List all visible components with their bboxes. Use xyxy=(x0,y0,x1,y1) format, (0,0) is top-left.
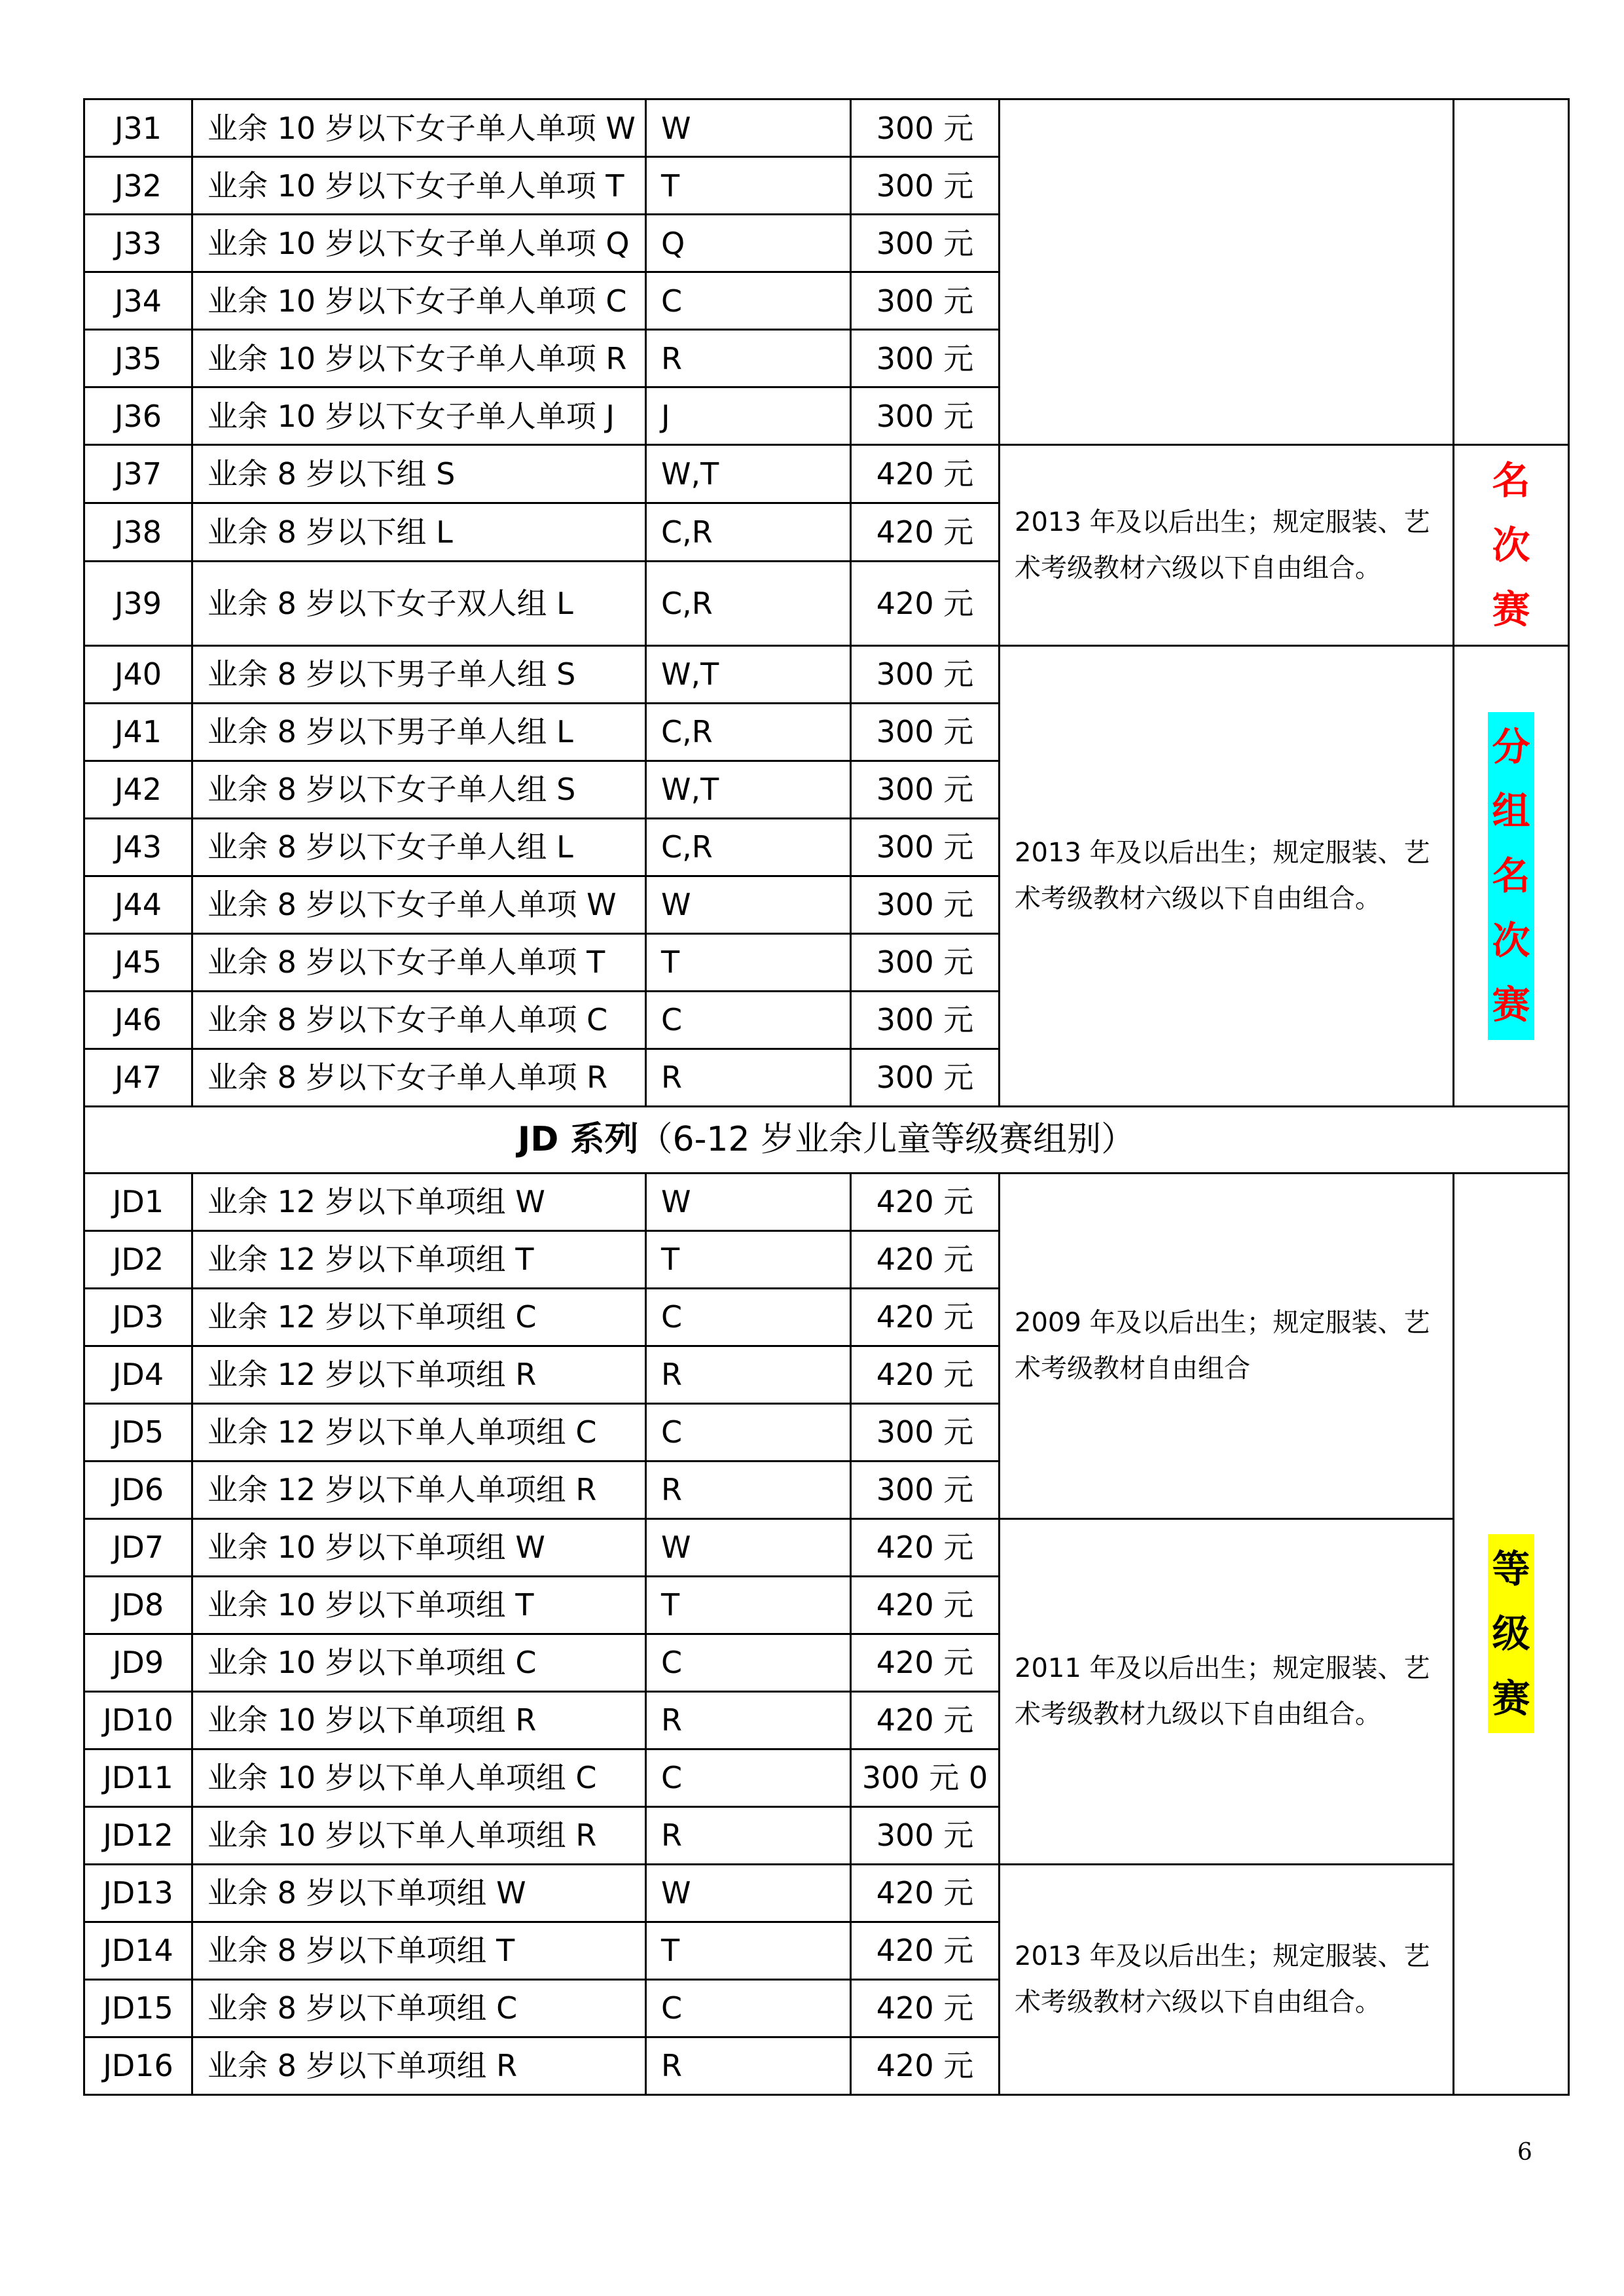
event-code: J36 xyxy=(84,387,192,445)
event-dances: T xyxy=(646,1230,851,1288)
event-name: 业余 12 岁以下单人单项组 R xyxy=(192,1461,646,1518)
page-number: 6 xyxy=(1517,2139,1532,2166)
event-fee: 300 元 0 xyxy=(851,1749,1000,1806)
event-notes: 2013 年及以后出生；规定服装、艺术考级教材六级以下自由组合。 xyxy=(1000,1864,1454,2094)
event-fee: 420 元 xyxy=(851,1173,1000,1230)
event-type-char: 次 xyxy=(1492,918,1530,963)
event-fee: 420 元 xyxy=(851,1922,1000,1979)
event-type-char: 分 xyxy=(1492,724,1530,769)
event-fee: 420 元 xyxy=(851,1576,1000,1634)
event-type-label xyxy=(1488,446,1534,645)
event-dances: C xyxy=(646,1979,851,2037)
event-name: 业余 10 岁以下单项组 R xyxy=(192,1691,646,1749)
event-code: J33 xyxy=(84,215,192,272)
event-dances: J xyxy=(646,387,851,445)
table-row xyxy=(84,1864,1569,1922)
event-code: JD14 xyxy=(84,1922,192,1979)
section-subtitle: （6-12 岁业余儿童等级赛组别） xyxy=(638,1120,1136,1160)
event-fee: 300 元 xyxy=(851,933,1000,991)
event-code: JD2 xyxy=(84,1230,192,1288)
event-name: 业余 8 岁以下女子单人单项 R xyxy=(192,1049,646,1106)
event-fee: 300 元 xyxy=(851,1806,1000,1864)
event-fee: 420 元 xyxy=(851,1518,1000,1576)
event-name: 业余 10 岁以下单项组 T xyxy=(192,1576,646,1634)
table-row xyxy=(84,99,1569,157)
event-fee: 420 元 xyxy=(851,1691,1000,1749)
event-fee: 300 元 xyxy=(851,1049,1000,1106)
event-fee: 300 元 xyxy=(851,645,1000,703)
event-dances: W xyxy=(646,876,851,933)
event-dances: C xyxy=(646,991,851,1049)
event-dances: R xyxy=(646,330,851,387)
event-code: JD16 xyxy=(84,2037,192,2094)
event-name: 业余 8 岁以下单项组 W xyxy=(192,1864,646,1922)
event-fee: 300 元 xyxy=(851,215,1000,272)
event-dances: C,R xyxy=(646,818,851,876)
event-dances: T xyxy=(646,157,851,215)
event-dances: C,R xyxy=(646,503,851,561)
event-type-char: 赛 xyxy=(1492,587,1530,632)
event-code: J35 xyxy=(84,330,192,387)
event-fee: 300 元 xyxy=(851,330,1000,387)
event-code: JD1 xyxy=(84,1173,192,1230)
event-code: JD12 xyxy=(84,1806,192,1864)
event-dances: Q xyxy=(646,215,851,272)
event-type-char: 等 xyxy=(1492,1547,1530,1592)
event-fee: 420 元 xyxy=(851,503,1000,561)
event-fee: 300 元 xyxy=(851,1403,1000,1461)
event-code: J45 xyxy=(84,933,192,991)
event-notes: 2013 年及以后出生；规定服装、艺术考级教材六级以下自由组合。 xyxy=(1000,645,1454,1106)
event-notes: 2011 年及以后出生；规定服装、艺术考级教材九级以下自由组合。 xyxy=(1000,1518,1454,1864)
event-dances: W,T xyxy=(646,761,851,818)
event-fee: 420 元 xyxy=(851,1979,1000,2037)
event-fee: 420 元 xyxy=(851,1230,1000,1288)
event-code: JD3 xyxy=(84,1288,192,1346)
event-dances: R xyxy=(646,1691,851,1749)
event-name: 业余 10 岁以下女子单人单项 W xyxy=(192,99,646,157)
event-dances: C xyxy=(646,272,851,330)
event-notes: 2009 年及以后出生；规定服装、艺术考级教材自由组合 xyxy=(1000,1173,1454,1518)
event-notes: 2013 年及以后出生；规定服装、艺术考级教材六级以下自由组合。 xyxy=(1000,445,1454,646)
table-row xyxy=(84,445,1569,503)
event-type xyxy=(1454,1173,1569,2094)
event-code: J34 xyxy=(84,272,192,330)
event-name: 业余 12 岁以下单项组 C xyxy=(192,1288,646,1346)
event-code: JD5 xyxy=(84,1403,192,1461)
event-code: J47 xyxy=(84,1049,192,1106)
event-type-char: 级 xyxy=(1492,1611,1530,1656)
event-fee: 300 元 xyxy=(851,157,1000,215)
event-code: J39 xyxy=(84,561,192,645)
event-dances: R xyxy=(646,1049,851,1106)
event-dances: R xyxy=(646,1346,851,1403)
table-row xyxy=(84,1173,1569,1230)
section-header-row xyxy=(84,1106,1569,1173)
event-fee: 300 元 xyxy=(851,387,1000,445)
event-dances: R xyxy=(646,1461,851,1518)
event-code: J44 xyxy=(84,876,192,933)
event-name: 业余 8 岁以下组 S xyxy=(192,445,646,503)
event-fee: 300 元 xyxy=(851,761,1000,818)
event-fee: 300 元 xyxy=(851,1461,1000,1518)
event-dances: C,R xyxy=(646,561,851,645)
event-name: 业余 12 岁以下单项组 T xyxy=(192,1230,646,1288)
event-dances: W xyxy=(646,1864,851,1922)
event-code: JD8 xyxy=(84,1576,192,1634)
event-fee: 420 元 xyxy=(851,1634,1000,1691)
competition-table xyxy=(83,98,1570,2096)
event-name: 业余 10 岁以下女子单人单项 Q xyxy=(192,215,646,272)
event-name: 业余 10 岁以下单项组 C xyxy=(192,1634,646,1691)
table-row xyxy=(84,1518,1569,1576)
event-notes xyxy=(1000,99,1454,445)
event-fee: 420 元 xyxy=(851,445,1000,503)
event-code: J40 xyxy=(84,645,192,703)
event-code: JD9 xyxy=(84,1634,192,1691)
event-type xyxy=(1454,445,1569,646)
event-fee: 420 元 xyxy=(851,561,1000,645)
event-fee: 420 元 xyxy=(851,2037,1000,2094)
event-dances: R xyxy=(646,1806,851,1864)
event-dances: W,T xyxy=(646,645,851,703)
event-name: 业余 10 岁以下女子单人单项 C xyxy=(192,272,646,330)
event-name: 业余 10 岁以下单人单项组 R xyxy=(192,1806,646,1864)
event-name: 业余 8 岁以下单项组 T xyxy=(192,1922,646,1979)
event-dances: C xyxy=(646,1288,851,1346)
event-type-label xyxy=(1488,712,1534,1040)
section-title: JD 系列 xyxy=(517,1120,639,1160)
section-header xyxy=(84,1106,1569,1173)
event-name: 业余 10 岁以下女子单人单项 T xyxy=(192,157,646,215)
event-code: JD13 xyxy=(84,1864,192,1922)
event-name: 业余 10 岁以下女子单人单项 J xyxy=(192,387,646,445)
event-dances: C xyxy=(646,1634,851,1691)
event-name: 业余 8 岁以下女子单人组 L xyxy=(192,818,646,876)
event-name: 业余 12 岁以下单项组 R xyxy=(192,1346,646,1403)
event-name: 业余 12 岁以下单人单项组 C xyxy=(192,1403,646,1461)
event-type-char: 次 xyxy=(1492,522,1530,567)
event-dances: C xyxy=(646,1403,851,1461)
event-fee: 300 元 xyxy=(851,818,1000,876)
event-name: 业余 10 岁以下女子单人单项 R xyxy=(192,330,646,387)
event-fee: 420 元 xyxy=(851,1288,1000,1346)
event-fee: 300 元 xyxy=(851,99,1000,157)
event-code: J42 xyxy=(84,761,192,818)
event-fee: 300 元 xyxy=(851,991,1000,1049)
event-type-label xyxy=(1488,1534,1534,1733)
event-name: 业余 8 岁以下男子单人组 S xyxy=(192,645,646,703)
event-code: JD11 xyxy=(84,1749,192,1806)
event-fee: 420 元 xyxy=(851,1864,1000,1922)
event-type-char: 赛 xyxy=(1492,982,1530,1028)
event-dances: W xyxy=(646,1173,851,1230)
event-name: 业余 8 岁以下女子双人组 L xyxy=(192,561,646,645)
event-code: J37 xyxy=(84,445,192,503)
event-type-char: 组 xyxy=(1492,789,1530,834)
event-code: J32 xyxy=(84,157,192,215)
event-name: 业余 8 岁以下女子单人单项 T xyxy=(192,933,646,991)
event-dances: W xyxy=(646,99,851,157)
event-name: 业余 8 岁以下单项组 R xyxy=(192,2037,646,2094)
event-dances: W xyxy=(646,1518,851,1576)
event-dances: C,R xyxy=(646,703,851,761)
event-code: J38 xyxy=(84,503,192,561)
event-dances: T xyxy=(646,1922,851,1979)
event-type xyxy=(1454,99,1569,445)
event-dances: W,T xyxy=(646,445,851,503)
event-code: JD4 xyxy=(84,1346,192,1403)
event-name: 业余 10 岁以下单人单项组 C xyxy=(192,1749,646,1806)
event-type-char: 名 xyxy=(1492,458,1530,503)
event-dances: T xyxy=(646,1576,851,1634)
event-type-char: 赛 xyxy=(1492,1676,1530,1721)
event-dances: C xyxy=(646,1749,851,1806)
event-name: 业余 8 岁以下女子单人单项 W xyxy=(192,876,646,933)
event-name: 业余 12 岁以下单项组 W xyxy=(192,1173,646,1230)
event-code: J43 xyxy=(84,818,192,876)
event-dances: T xyxy=(646,933,851,991)
event-code: J31 xyxy=(84,99,192,157)
event-code: JD15 xyxy=(84,1979,192,2037)
event-code: J46 xyxy=(84,991,192,1049)
event-fee: 300 元 xyxy=(851,876,1000,933)
event-name: 业余 10 岁以下单项组 W xyxy=(192,1518,646,1576)
event-type xyxy=(1454,645,1569,1106)
event-dances: R xyxy=(646,2037,851,2094)
event-name: 业余 8 岁以下女子单人组 S xyxy=(192,761,646,818)
event-name: 业余 8 岁以下女子单人单项 C xyxy=(192,991,646,1049)
event-code: JD6 xyxy=(84,1461,192,1518)
event-code: JD7 xyxy=(84,1518,192,1576)
event-code: J41 xyxy=(84,703,192,761)
event-fee: 300 元 xyxy=(851,272,1000,330)
event-name: 业余 8 岁以下男子单人组 L xyxy=(192,703,646,761)
table-row xyxy=(84,645,1569,703)
event-fee: 300 元 xyxy=(851,703,1000,761)
event-type-char: 名 xyxy=(1492,853,1530,898)
event-code: JD10 xyxy=(84,1691,192,1749)
event-fee: 420 元 xyxy=(851,1346,1000,1403)
event-name: 业余 8 岁以下组 L xyxy=(192,503,646,561)
event-name: 业余 8 岁以下单项组 C xyxy=(192,1979,646,2037)
